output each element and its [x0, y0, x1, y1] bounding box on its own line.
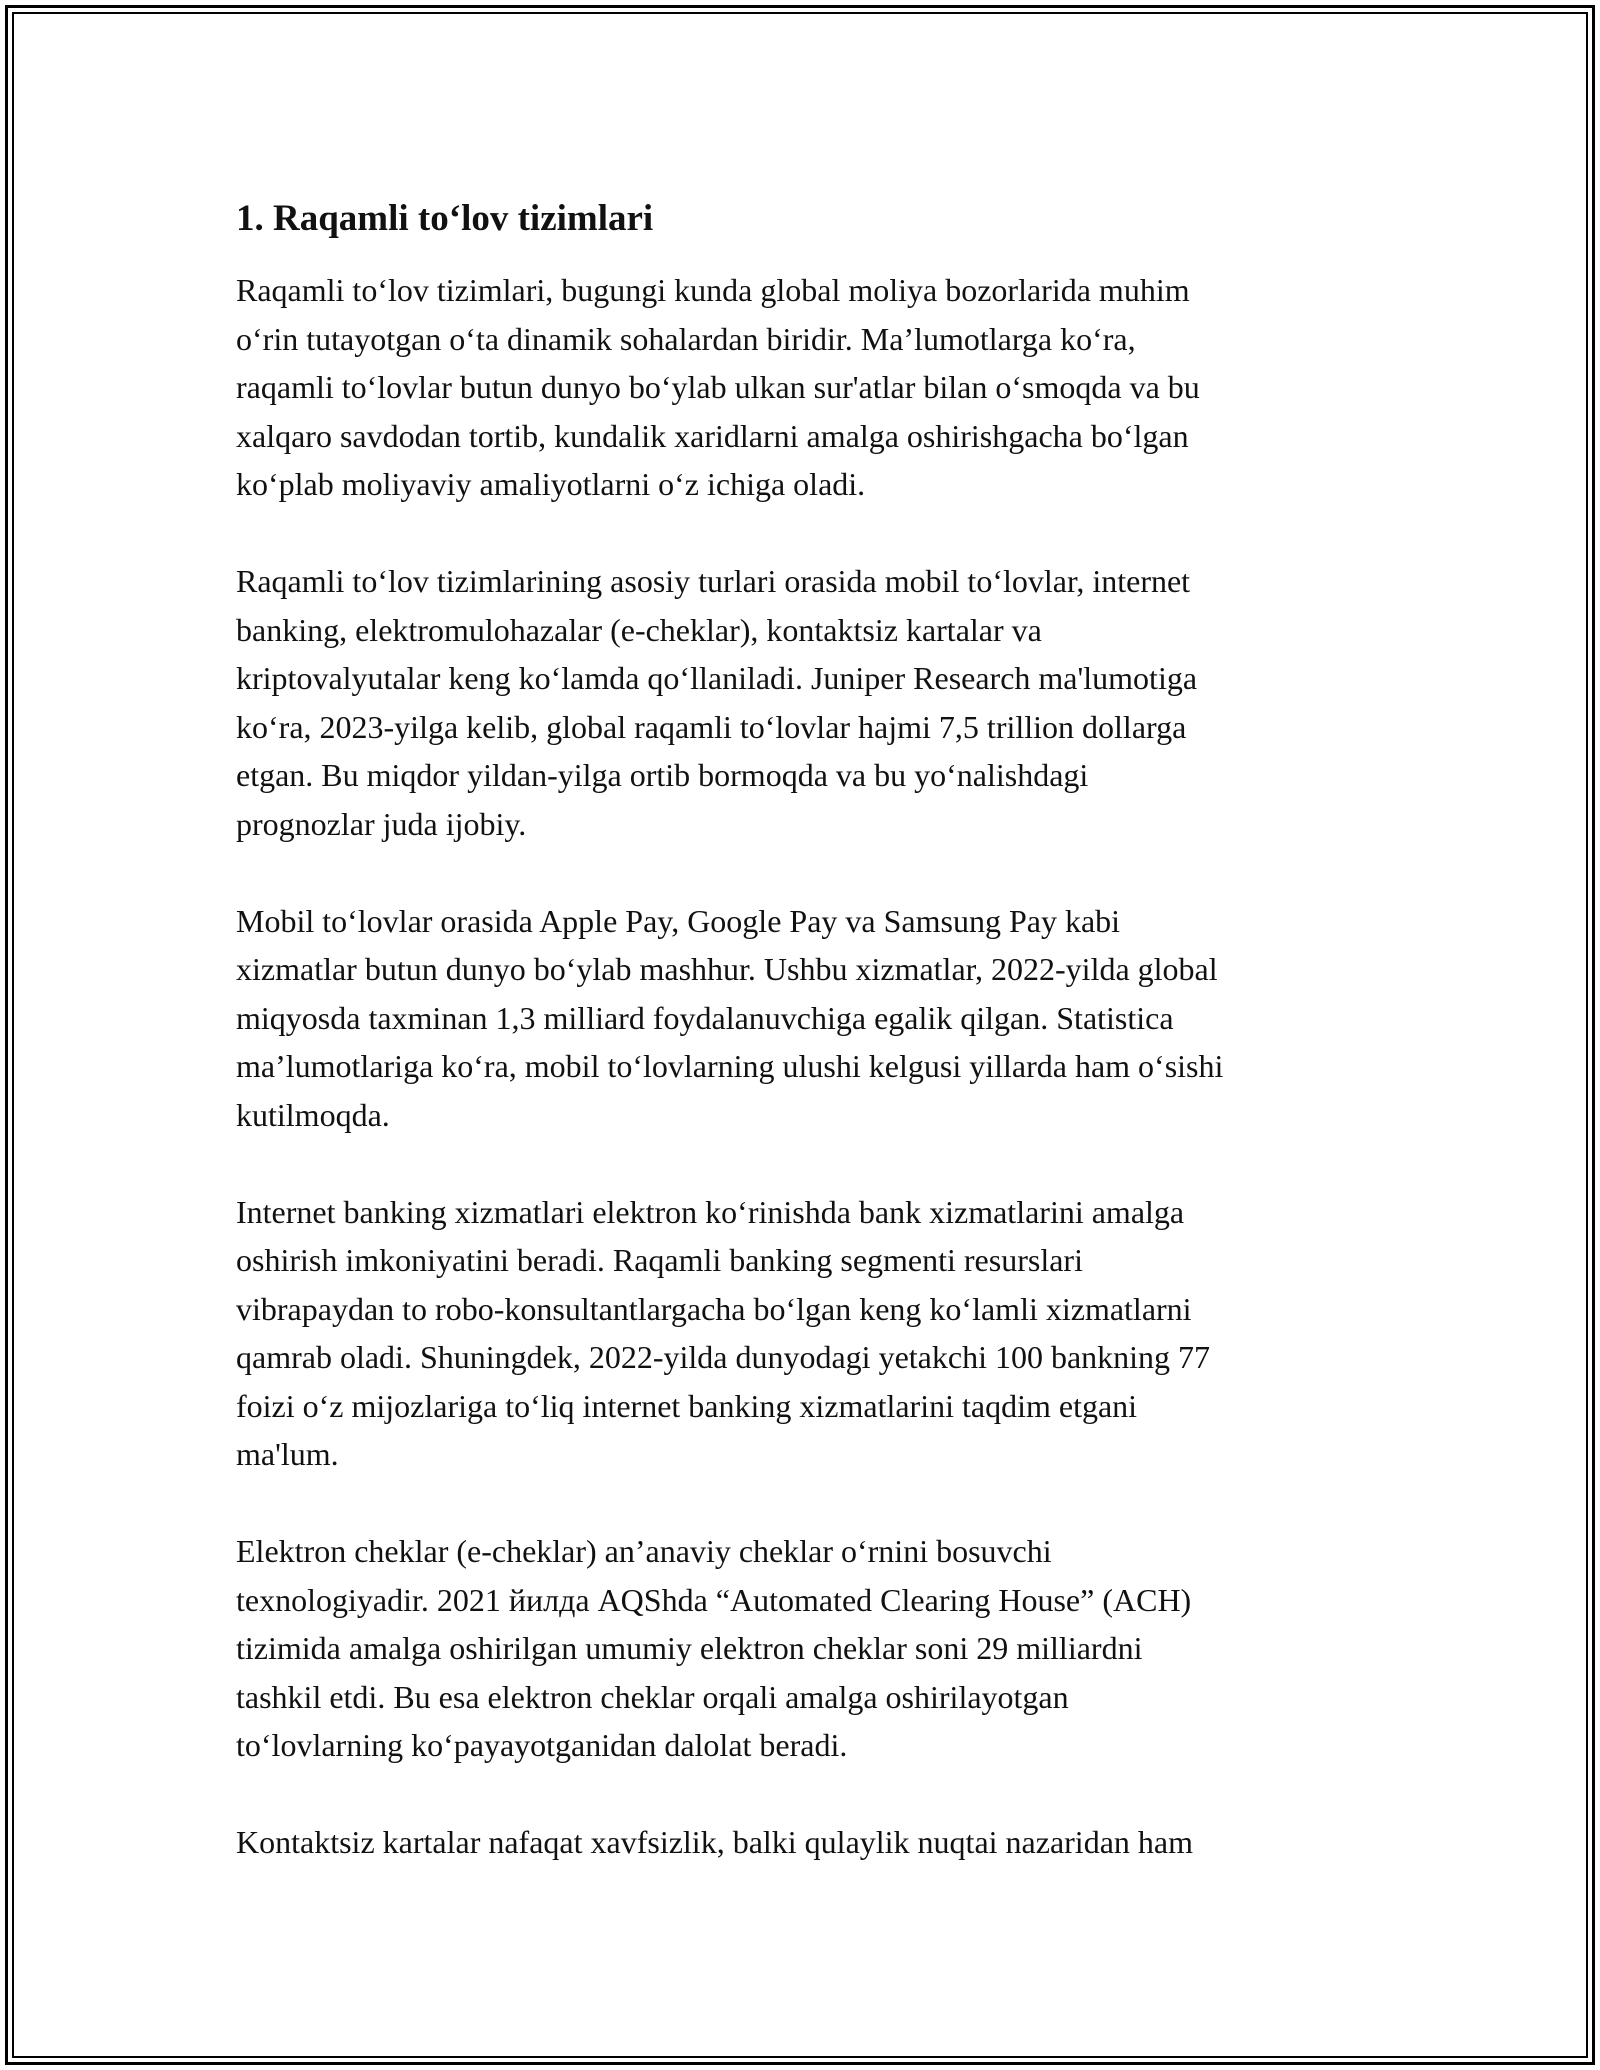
text-line: kutilmoqda.: [236, 1096, 390, 1133]
text-line: banking, elektromulohazalar (e-cheklar), kontaktsiz kartalar va: [236, 611, 1042, 648]
text-line: Internet banking xizmatlari elektron ko‘rinishda bank xizmatlarini amalga: [236, 1193, 1185, 1230]
paragraph-contactless-cards: [236, 1818, 1396, 1867]
page-border: [5, 5, 1595, 2065]
text-line: etgan. Bu miqdor yildan-yilga ortib bormoqda va bu yo‘nalishdagi: [236, 757, 1089, 793]
text-line: ko‘ra, 2023-yilga kelib, global raqamli to‘lovlar hajmi 7,5 trillion dollarga: [236, 708, 1187, 745]
text-line: foizi o‘z mijozlariga to‘liq internet banking xizmatlarini taqdim etgani: [236, 1387, 1138, 1424]
text-line: Kontaktsiz kartalar nafaqat xavfsizlik, balki qulaylik nuqtai nazaridan ham: [236, 1824, 1193, 1860]
text-line: xizmatlar butun dunyo bo‘ylab mashhur. Ushbu xizmatlar, 2022-yilda global: [236, 951, 1218, 987]
paragraph-intro: [236, 266, 1396, 509]
paragraph-e-checks: [236, 1527, 1396, 1770]
page-border-inner: [12, 12, 1588, 2058]
text-line: Elektron cheklar (e-cheklar) an’anaviy cheklar o‘rnini bosuvchi: [236, 1533, 1052, 1569]
text-line: tizimida amalga oshirilgan umumiy elektron cheklar soni 29 milliardni: [236, 1630, 1143, 1666]
text-line: o‘rin tutayotgan o‘ta dinamik sohalardan biridir. Ma’lumotlarga ko‘ra,: [236, 320, 1136, 357]
text-line: miqyosda taxminan 1,3 milliard foydalanuvchiga egalik qilgan. Statistica: [236, 999, 1174, 1036]
text-line: raqamli to‘lovlar butun dunyo bo‘ylab ulkan sur'atlar bilan o‘smoqda va bu: [236, 369, 1200, 405]
text-line: Mobil to‘lovlar orasida Apple Pay, Google Pay va Samsung Pay kabi: [236, 902, 1121, 939]
text-line: texnologiyadir. 2021 йилда AQShda “Automated Clearing House” (ACH): [236, 1581, 1192, 1618]
text-line: oshirish imkoniyatini beradi. Raqamli banking segmenti resurslari: [236, 1242, 1083, 1278]
text-line: ma'lum.: [236, 1436, 339, 1472]
text-line: kriptovalyutalar keng ko‘lamda qo‘llaniladi. Juniper Research ma'lumotiga: [236, 660, 1198, 696]
text-line: Raqamli to‘lov tizimlarining asosiy turlari orasida mobil to‘lovlar, internet: [236, 563, 1191, 599]
text-line: xalqaro savdodan tortib, kundalik xaridlarni amalga oshirishgacha bo‘lgan: [236, 417, 1189, 454]
text-line: vibrapaydan to robo-konsultantlargacha bo‘lgan keng ko‘lamli xizmatlarni: [236, 1290, 1192, 1327]
document-body: [236, 196, 1396, 1915]
text-line: ma’lumotlariga ko‘ra, mobil to‘lovlarning ulushi kelgusi yillarda ham o‘sishi: [236, 1048, 1224, 1084]
section-heading: 1. Raqamli to‘lov tizimlari: [236, 198, 654, 239]
text-line: to‘lovlarning ko‘payayotganidan dalolat beradi.: [236, 1727, 848, 1763]
text-line: tashkil etdi. Bu esa elektron cheklar orqali amalga oshirilayotgan: [236, 1678, 1069, 1715]
text-line: qamrab oladi. Shuningdek, 2022-yilda dunyodagi yetakchi 100 bankning 77: [236, 1339, 1211, 1375]
text-line: prognozlar juda ijobiy.: [236, 805, 527, 842]
paragraph-types: [236, 557, 1396, 848]
paragraph-mobile-payments: [236, 897, 1396, 1140]
text-line: ko‘plab moliyaviy amaliyotlarni o‘z ichiga oladi.: [236, 466, 866, 502]
paragraph-internet-banking: [236, 1188, 1396, 1479]
text-line: Raqamli to‘lov tizimlari, bugungi kunda global moliya bozorlarida muhim: [236, 272, 1190, 308]
